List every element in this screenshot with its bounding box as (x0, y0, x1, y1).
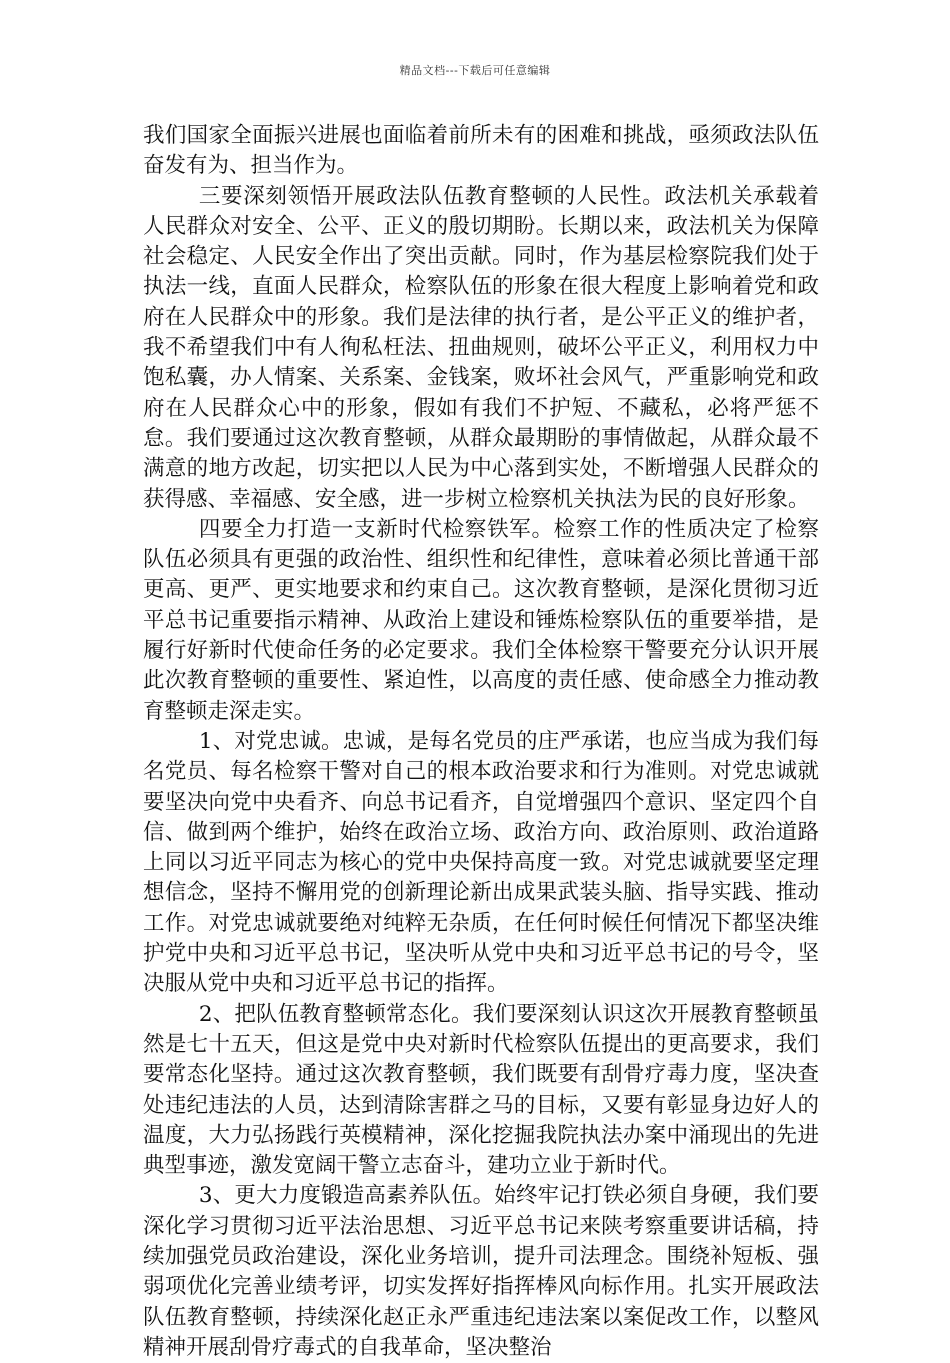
document-body (143, 121, 819, 1363)
paragraph-item-3: 3、更大力度锻造高素养队伍。始终牢记打铁必须自身硬，我们要深化学习贯彻习近平法治思想、习近平总书记来陕考察重要讲话稿，持续加强党员政治建设，深化业务培训，提升司法理念。围绕补短板、强弱项优化完善业绩考评，切实发挥好指挥棒风向标作用。扎实开展政法队伍教育整顿，持续深化赵正永严重违纪违法案以案促改工作，以整风精神开展刮骨疗毒式的自我革命，坚决整治 (143, 1183, 819, 1360)
paragraph-point-three: 三要深刻领悟开展政法队伍教育整顿的人民性。政法机关承载着人民群众对安全、公平、正义的殷切期盼。长期以来，政法机关为保障社会稳定、人民安全作出了突出贡献。同时，作为基层检察院我们处于执法一线，直面人民群众，检察队伍的形象在很大程度上影响着党和政府在人民群众中的形象。我们是法律的执行者，是公平正义的维护者，我不希望我们中有人徇私枉法、扭曲规则，破坏公平正义，利用权力中饱私囊，办人情案、关系案、金钱案，败坏社会风气，严重影响党和政府在人民群众心中的形象，假如有我们不护短、不藏私，必将严惩不怠。我们要通过这次教育整顿，从群众最期盼的事情做起，从群众最不满意的地方改起，切实把以人民为中心落到实处，不断增强人民群众的获得感、幸福感、安全感，进一步树立检察机关执法为民的良好形象。 (143, 183, 819, 512)
paragraph-point-four: 四要全力打造一支新时代检察铁军。检察工作的性质决定了检察队伍必须具有更强的政治性、组织性和纪律性，意味着必须比普通干部更高、更严、更实地要求和约束自己。这次教育整顿，是深化贯彻习近平总书记重要指示精神、从政治上建设和锤炼检察队伍的重要举措，是履行好新时代使命任务的必定要求。我们全体检察干警要充分认识开展此次教育整顿的重要性、紧迫性，以高度的责任感、使命感全力推动教育整顿走深走实。 (143, 516, 819, 724)
paragraph-item-1: 1、对党忠诚。忠诚，是每名党员的庄严承诺，也应当成为我们每名党员、每名检察干警对自己的根本政治要求和行为准则。对党忠诚就要坚决向党中央看齐、向总书记看齐，自觉增强四个意识、坚定四个自信、做到两个维护，始终在政治立场、政治方向、政治原则、政治道路上同以习近平同志为核心的党中央保持高度一致。对党忠诚就要坚定理想信念，坚持不懈用党的创新理论新出成果武装头脑、指导实践、推动工作。对党忠诚就要绝对纯粹无杂质，在任何时候任何情况下都坚决维护党中央和习近平总书记，坚决听从党中央和习近平总书记的号令，坚决服从党中央和习近平总书记的指挥。 (143, 728, 819, 997)
paragraph-continuation: 我们国家全面振兴进展也面临着前所未有的困难和挑战，亟须政法队伍奋发有为、担当作为。 (143, 123, 819, 179)
page-header: 精品文档---下载后可任意编辑 (399, 64, 551, 77)
paragraph-item-2: 2、把队伍教育整顿常态化。我们要深刻认识这次开展教育整顿虽然是七十五天，但这是党中央对新时代检察队伍提出的更高要求，我们要常态化坚持。通过这次教育整顿，我们既要有刮骨疗毒力度，坚决查处违纪违法的人员，达到清除害群之马的目标，又要有彰显身边好人的温度，大力弘扬践行英模精神，深化挖掘我院执法办案中涌现出的先进典型事迹，激发宽阔干警立志奋斗，建功立业于新时代。 (143, 1001, 819, 1179)
